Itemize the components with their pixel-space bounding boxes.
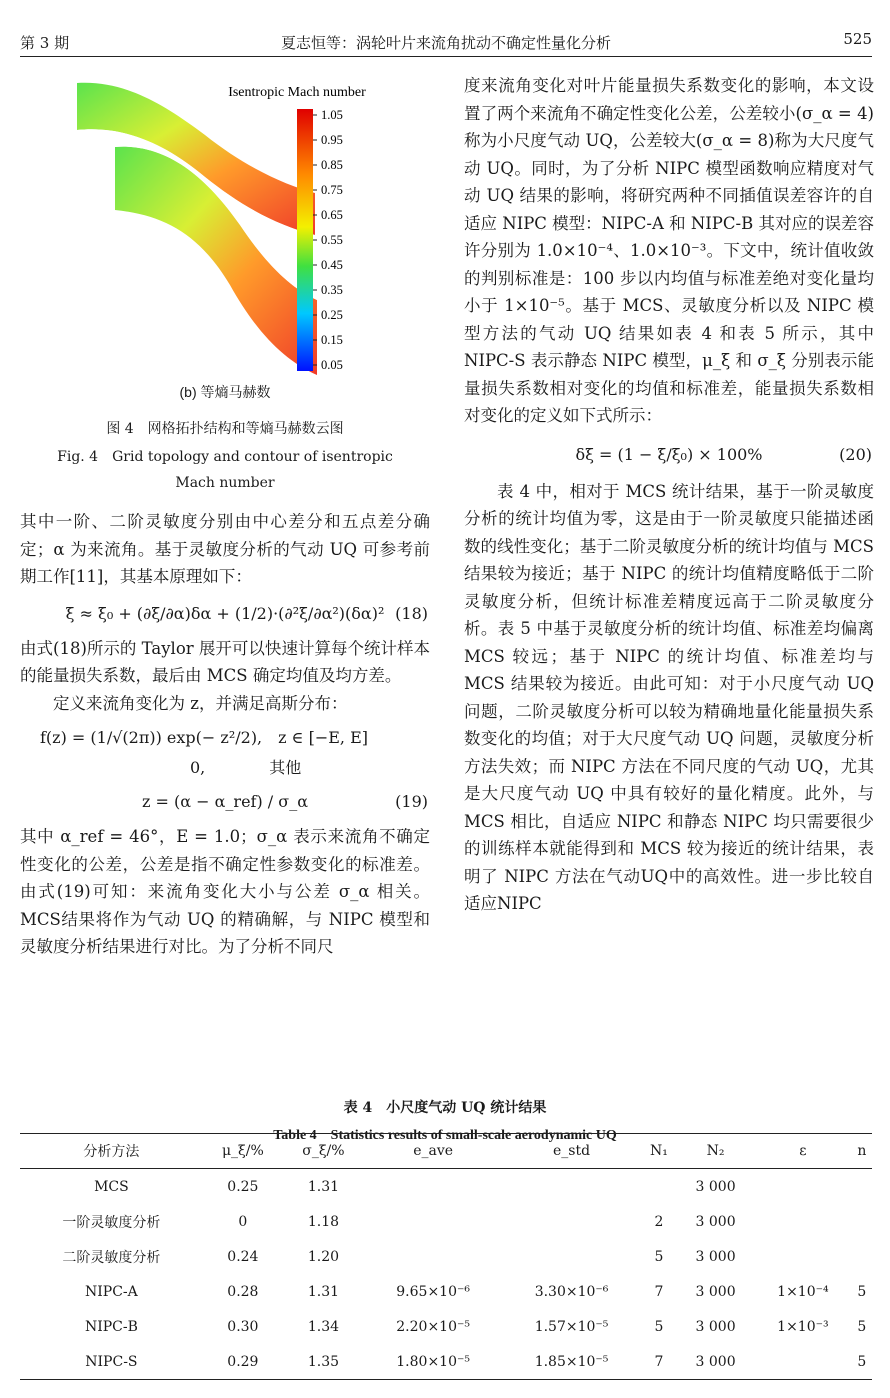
table-cell: [641, 1169, 677, 1205]
figure-caption-cn: 图 4 网格拓扑结构和等熵马赫数云图: [106, 421, 344, 437]
paragraph: 度来流角变化对叶片能量损失系数变化的影响，本文设置了两个来流角不确定性变化公差，公差较小(σ_α = 4)称为小尺度气动 UQ，公差较大(σ_α = 8)称为大尺度气动 UQ。同时，为了分析 NIPC 模型函数响应精度对气动 UQ 结果的影响，将研究两种不同插值误差容许的自适应 NIPC 模型：NIPC-A 和 NIPC-B 其对应的误差容许分别为 1.0×10⁻⁴、1.0×10⁻³。下文中，统计值收敛的判别标准是：100 步以内均值与标准差绝对变化量均小于 1×10⁻⁵。基于 MCS、灵敏度分析以及 NIPC 模型方法的气动 UQ 结果如表 4 和表 5 所示，其中 NIPC-S 表示静态 NIPC 模型，μ_ξ 和 σ_ξ 分别表示能量损失系数相对变化的均值和标准差，能量损失系数相对变化的定义如下式所示：: [464, 76, 874, 425]
table-cell: [754, 1204, 852, 1239]
equation-body: z = (α − α_ref) / σ_α: [141, 792, 308, 811]
table-cell: 1.80×10⁻⁵: [364, 1344, 502, 1380]
colorbar-tick-label: 0.35: [321, 283, 343, 297]
figure-caption-en-line1: Fig. 4 Grid topology and contour of isentropic: [57, 449, 393, 465]
table-cell: [852, 1169, 872, 1205]
table-cell: 0.28: [227, 1283, 259, 1300]
colorbar-tick-label: 0.05: [321, 358, 343, 372]
equation-number: (20): [839, 444, 872, 464]
colorbar: [297, 109, 313, 371]
table-cell: 1.85×10⁻⁵: [502, 1344, 640, 1380]
table-cell: 1.57×10⁻⁵: [534, 1318, 609, 1335]
header-epsilon: ε: [754, 1134, 852, 1169]
table-row: [20, 1239, 872, 1274]
colorbar-tick-label: 0.15: [321, 333, 343, 347]
colorbar-tick-label: 0.75: [321, 183, 343, 197]
running-header: [20, 30, 872, 57]
colorbar-tick-label: 1.05: [321, 108, 343, 122]
table-cell: 3 000: [695, 1178, 736, 1195]
colorbar-tick-label: 0.65: [321, 208, 343, 222]
table-cell: 5: [852, 1344, 872, 1380]
equation-number: (18): [395, 603, 428, 623]
table-cell: 二阶灵敏度分析: [62, 1249, 161, 1266]
paragraph: 其中 α_ref = 46°，E = 1.0；σ_α 表示来流角不确定性变化的公差，公差是指不确定性参数变化的标准差。由式(19)可知：来流角变化大小与公差 σ_α 相关。MCS结果将作为气动 UQ 的精确解，与 NIPC 模型和灵敏度分析结果进行对比。为了分析不同尺: [20, 827, 430, 956]
table-cell: 1×10⁻⁴: [777, 1283, 829, 1300]
table-cell: 1×10⁻³: [777, 1318, 829, 1335]
colorbar-tick-label: 0.25: [321, 308, 343, 322]
table-row: [20, 1344, 872, 1380]
equation-line: 0, 其他: [190, 758, 302, 777]
paragraph: 其中一阶、二阶灵敏度分别由中心差分和五点差分确定；α 为来流角。基于灵敏度分析的气动 UQ 可参考前期工作[11]，其基本原理如下：: [20, 512, 430, 586]
table-cell: 3 000: [695, 1283, 736, 1300]
issue-number: 第 3 期: [20, 34, 70, 52]
table-cell: [754, 1169, 852, 1205]
table-cell: 7: [654, 1283, 664, 1300]
table-cell: 1.18: [307, 1213, 340, 1230]
equation-number: (19): [395, 792, 428, 811]
table-cell: 5: [654, 1318, 664, 1335]
table-cell: 3.30×10⁻⁶: [534, 1283, 609, 1300]
table-cell: 0.30: [227, 1318, 259, 1335]
table-cell: [502, 1204, 640, 1239]
page-number: 525: [843, 30, 872, 48]
table-row: [20, 1309, 872, 1344]
equation-18: [20, 599, 430, 629]
table-cell: 3 000: [677, 1344, 754, 1380]
table-cell: 9.65×10⁻⁶: [396, 1283, 470, 1300]
left-column: [20, 508, 430, 961]
figure-caption-en: [20, 444, 430, 496]
table-cell: [754, 1344, 852, 1380]
table-cell: 1.20: [307, 1248, 340, 1265]
header-e-std: e_std: [502, 1134, 640, 1169]
colorbar-tick-label: 0.45: [321, 258, 343, 272]
table-cell: 0.29: [203, 1344, 283, 1380]
table-cell: 2.20×10⁻⁵: [396, 1318, 470, 1335]
header-n2: N₂: [677, 1134, 754, 1169]
table-cell: [502, 1169, 640, 1205]
table-cell: [502, 1239, 640, 1274]
paragraph: 定义来流角变化为 z，并满足高斯分布：: [53, 693, 348, 713]
header-n1: N₁: [641, 1134, 677, 1169]
table-row: [20, 1204, 872, 1239]
running-title: 夏志恒等：涡轮叶片来流角扰动不确定性量化分析: [280, 34, 611, 52]
table-cell: 0: [238, 1213, 248, 1230]
colorbar-tick-label: 0.95: [321, 133, 343, 147]
table-cell: 0.25: [227, 1178, 259, 1195]
equation-body: ξ ≈ ξ₀ + (∂ξ/∂α)δα + (1/2)·(∂²ξ/∂α²)(δα)²: [65, 603, 385, 623]
table-cell: 1.34: [307, 1318, 340, 1335]
equation-19a: [40, 723, 430, 783]
header-sigma: σ_ξ/%: [283, 1134, 364, 1169]
equation-body: δξ = (1 − ξ/ξ₀) × 100%: [575, 444, 763, 464]
table-row: [20, 1169, 872, 1205]
table-cell: 0.24: [227, 1248, 259, 1265]
figure-caption-en-line2: Mach number: [175, 475, 275, 491]
header-n: n: [852, 1134, 872, 1169]
table-cell: NIPC-B: [84, 1318, 138, 1335]
figure-subcaption: (b) 等熵马赫数: [179, 384, 271, 400]
table-cell: 5: [654, 1248, 664, 1265]
table-cell: 5: [857, 1318, 867, 1335]
paragraph: 表 4 中，相对于 MCS 统计结果，基于一阶灵敏度分析的统计均值为零，这是由于一阶灵敏度只能描述函数的线性变化；基于二阶灵敏度分析的统计均值与 MCS 结果较为接近；基于 NIPC 的统计均值精度略低于二阶灵敏度分析，但统计标准差精度远高于二阶灵敏度分析。表 5 中基于灵敏度分析的统计均值、标准差均偏离 MCS 较远；基于 NIPC 的统计均值、标准差均与 MCS 结果较为接近。由此可知：对于小尺度气动 UQ 问题，二阶灵敏度分析可以较为精确地量化能量损失系数变化的均值；对于大尺度气动 UQ 问题，灵敏度分析方法失效；而 NIPC 方法在不同尺度的气动 UQ，尤其是大尺度气动 UQ 中具有较好的量化精度。此外，与 MCS 相比，自适应 NIPC 和静态 NIPC 均只需要很少的训练样本就能得到和 MCS 较为接近的统计结果，表明了 NIPC 方法在气动UQ中的高效性。进一步比较自适应NIPC: [464, 481, 874, 913]
mach-contour-figure: [55, 75, 375, 405]
table-header-row: [20, 1134, 872, 1169]
table-row: [20, 1274, 872, 1309]
table-cell: 一阶灵敏度分析: [62, 1214, 161, 1231]
table-caption-cn: 表 4 小尺度气动 UQ 统计结果: [343, 1100, 547, 1116]
table-cell: [852, 1204, 872, 1239]
header-method: 分析方法: [20, 1134, 203, 1169]
paragraph: 由式(18)所示的 Taylor 展开可以快速计算每个统计样本的能量损失系数，最后由 MCS 确定均值及均方差。: [20, 638, 430, 685]
table-cell: [364, 1239, 502, 1274]
table-cell: 1.31: [307, 1283, 340, 1300]
statistics-table: [20, 1133, 872, 1380]
equation-line: f(z) = (1/√(2π)) exp(− z²/2), z ∈ [−E, E]: [40, 728, 369, 747]
table-cell: NIPC-A: [85, 1283, 138, 1300]
table-cell: 1.35: [283, 1344, 364, 1380]
colorbar-tick-label: 0.85: [321, 158, 343, 172]
colorbar-tick-label: 0.55: [321, 233, 343, 247]
table-cell: 3 000: [695, 1318, 736, 1335]
table-cell: [852, 1239, 872, 1274]
table-cell: [364, 1169, 502, 1205]
header-mu: μ_ξ/%: [203, 1134, 283, 1169]
table-cell: 3 000: [695, 1248, 736, 1265]
table-cell: 2: [654, 1213, 664, 1230]
header-e-ave: e_ave: [364, 1134, 502, 1169]
table-cell: 1.31: [307, 1178, 340, 1195]
colorbar-title: Isentropic Mach number: [228, 85, 366, 100]
table-caption-en: Table 4 Statistics results of small-scale aerodynamic UQ: [273, 1128, 617, 1143]
table-cell: [754, 1239, 852, 1274]
equation-19b: [20, 787, 430, 817]
table-cell: 7: [641, 1344, 677, 1380]
table-cell: [364, 1204, 502, 1239]
table-cell: MCS: [94, 1178, 129, 1195]
table-cell: 3 000: [695, 1213, 736, 1230]
table-cell: 5: [857, 1283, 867, 1300]
table-cell: NIPC-S: [20, 1344, 203, 1380]
equation-20: [464, 440, 874, 470]
right-column: [464, 72, 874, 918]
